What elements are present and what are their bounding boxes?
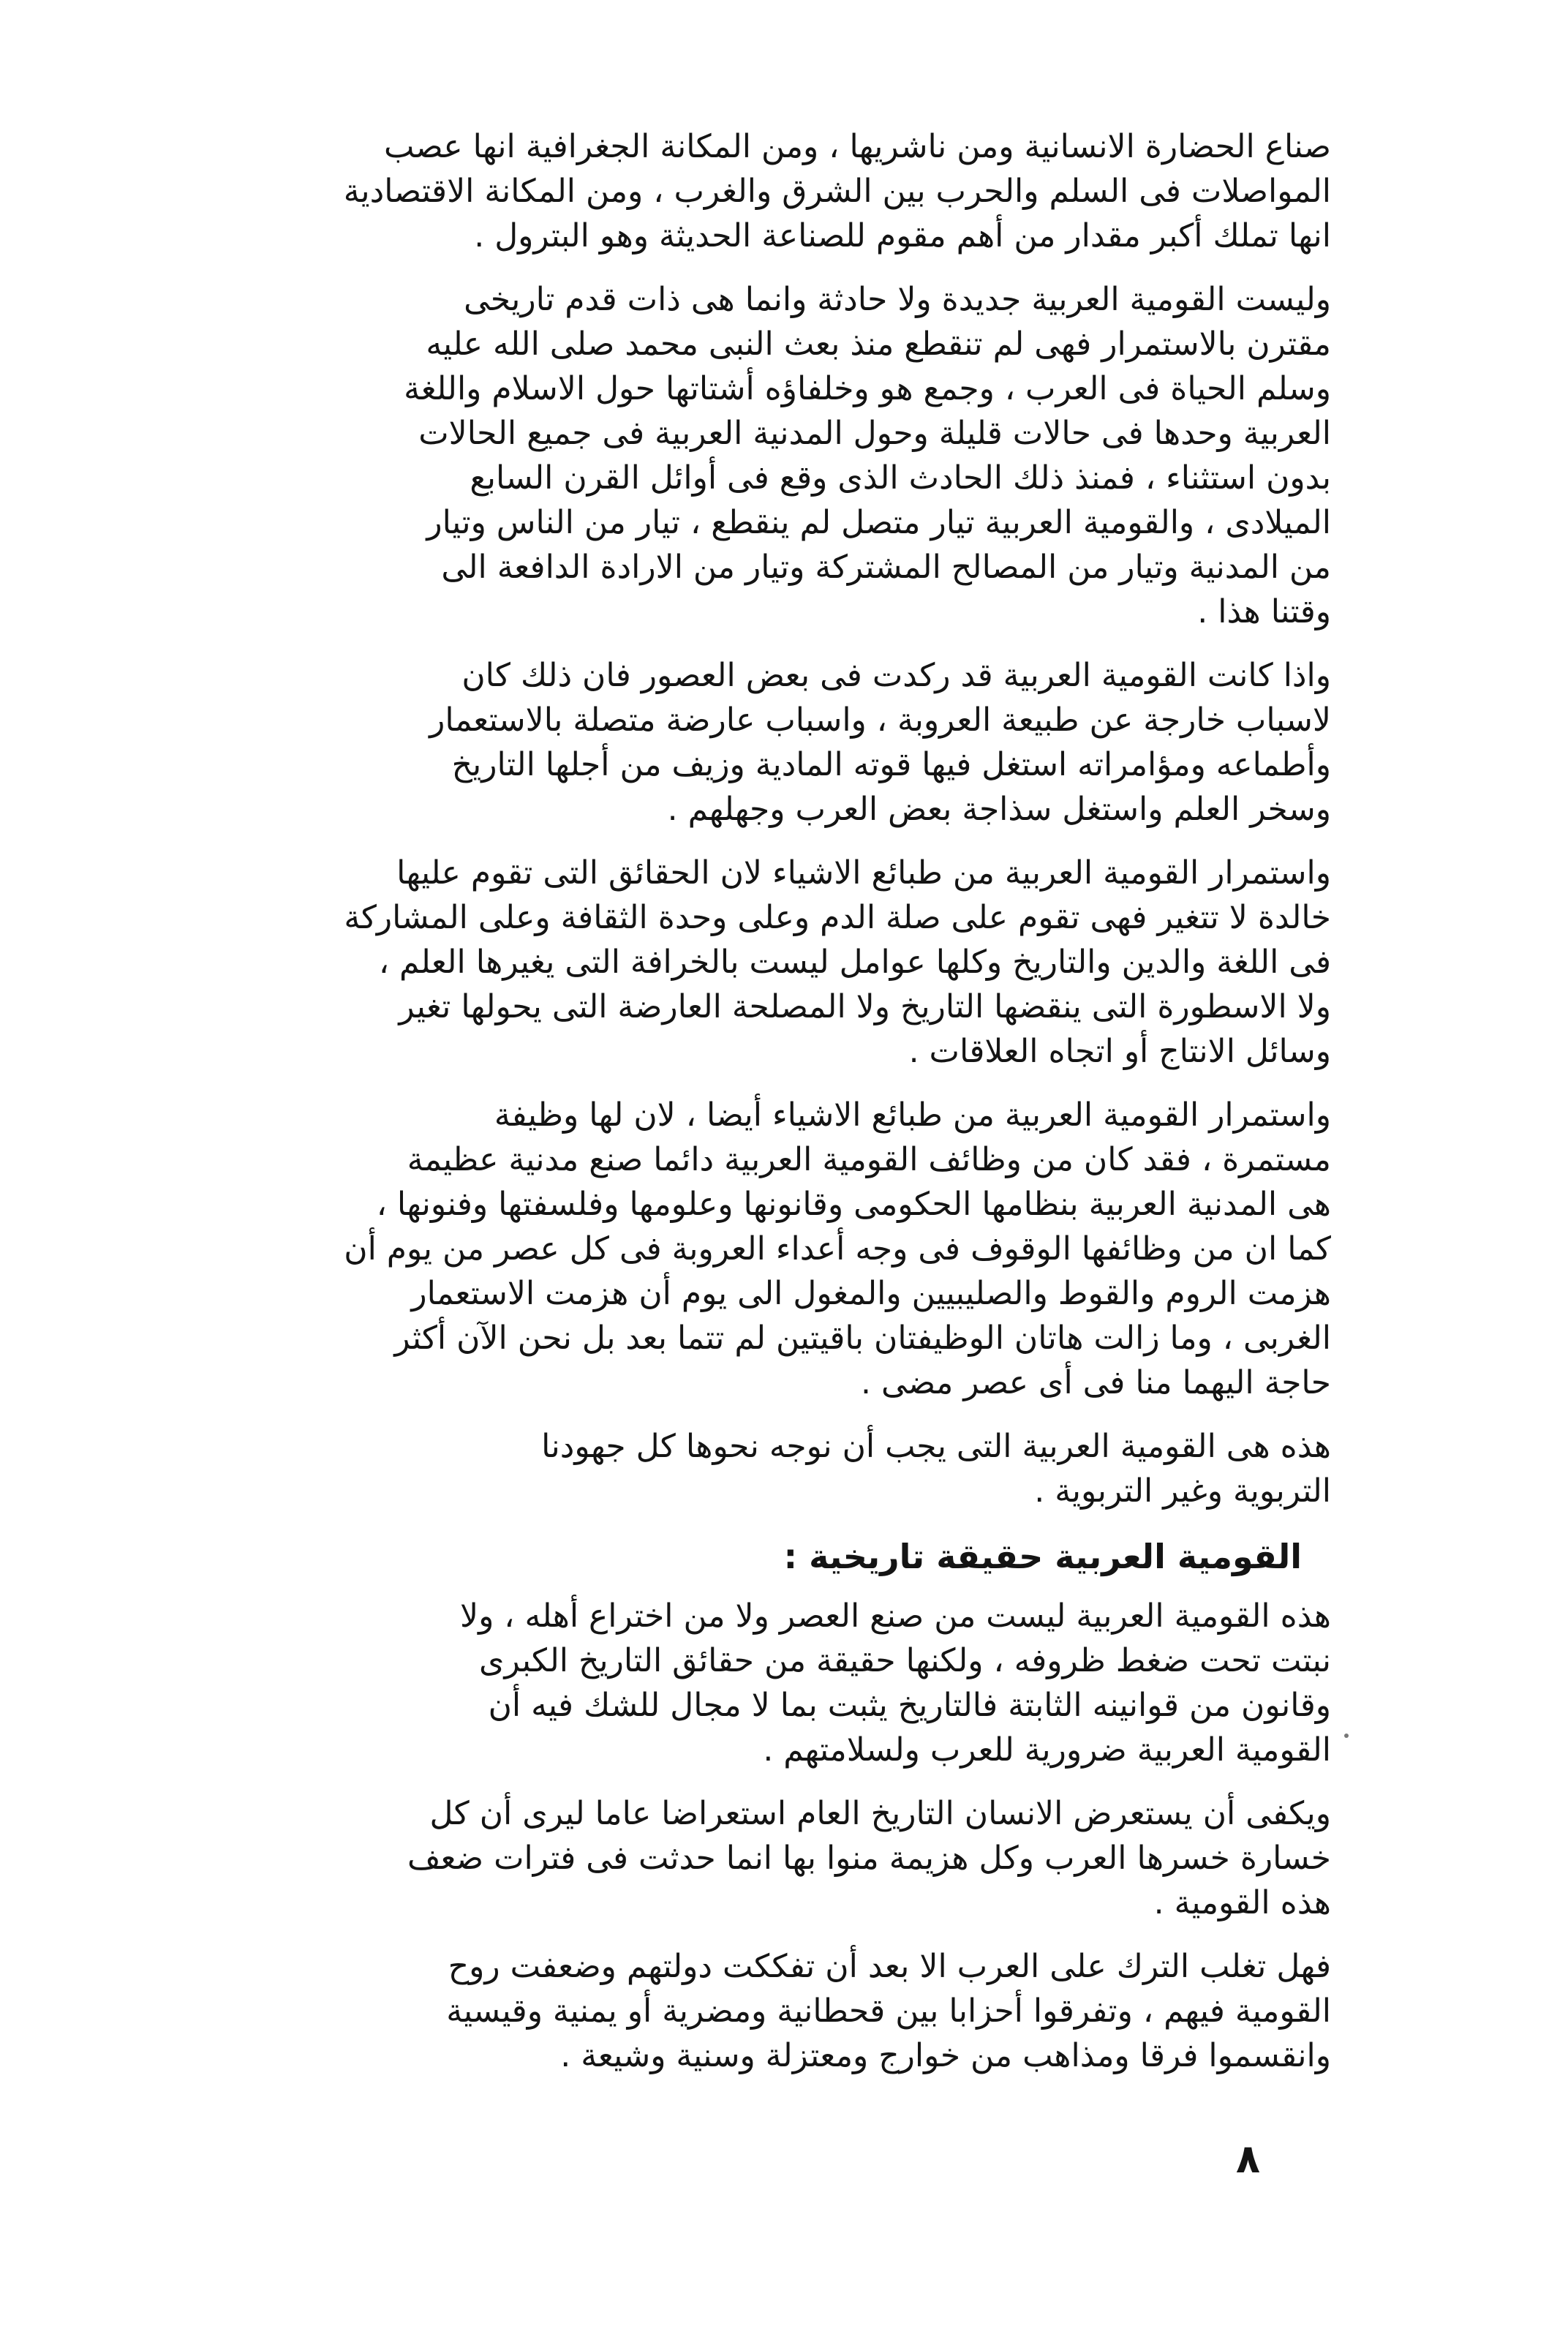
text-line: كما ان من وظائفها الوقوف فى وجه أعداء العروبة فى كل عصر من يوم أن xyxy=(344,1230,1331,1268)
text-line: ولا الاسطورة التى ينقضها التاريخ ولا المصلحة العارضة التى يحولها تغير xyxy=(399,988,1331,1025)
text-line: وليست القومية العربية جديدة ولا حادثة وانما هى ذات قدم تاريخى xyxy=(464,281,1331,318)
text-line: انها تملك أكبر مقدار من أهم مقوم للصناعة الحديثة وهو البترول . xyxy=(474,217,1331,255)
text-line: الميلادى ، والقومية العربية تيار متصل لم ينقطع ، تيار من الناس وتيار xyxy=(426,504,1331,541)
text-line: التربوية وغير التربوية . xyxy=(1034,1472,1331,1510)
text-line: فهل تغلب الترك على العرب الا بعد أن تفككت دولتهم وضعفت روح xyxy=(448,1948,1331,1985)
text-line: هذه القومية . xyxy=(1153,1884,1331,1921)
text-line: القومية العربية ضرورية للعرب ولسلامتهم . xyxy=(763,1731,1331,1769)
text-line: لاسباب خارجة عن طبيعة العروبة ، واسباب عارضة متصلة بالاستعمار xyxy=(429,701,1331,739)
paragraph xyxy=(219,124,1331,258)
text-line: الغربى ، وما زالت هاتان الوظيفتان باقيتين لم تتما بعد بل نحن الآن أكثر xyxy=(394,1320,1331,1357)
text-line: ويكفى أن يستعرض الانسان التاريخ العام استعراضا عاما ليرى أن كل xyxy=(429,1795,1331,1832)
text-line: وسخر العلم واستغل سذاجة بعض العرب وجهلهم . xyxy=(667,791,1331,828)
text-line: واستمرار القومية العربية من طبائع الاشياء أيضا ، لان لها وظيفة xyxy=(494,1096,1331,1134)
page-number: ٨ xyxy=(1236,2136,1260,2182)
text-line: حاجة اليهما منا فى أى عصر مضى . xyxy=(860,1364,1331,1401)
text-line: وسائل الانتاج أو اتجاه العلاقات . xyxy=(908,1033,1331,1070)
text-line: وانقسموا فرقا ومذاهب من خوارج ومعتزلة وسنية وشيعة . xyxy=(560,2037,1331,2074)
text-line: واستمرار القومية العربية من طبائع الاشياء لان الحقائق التى تقوم عليها xyxy=(396,854,1331,892)
paragraph xyxy=(219,1791,1331,1925)
text-line: المواصلات فى السلم والحرب بين الشرق والغرب ، ومن المكانة الاقتصادية xyxy=(343,173,1331,210)
paragraph xyxy=(219,653,1331,832)
text-line: وأطماعه ومؤامراته استغل فيها قوته المادية وزيف من أجلها التاريخ xyxy=(451,746,1331,783)
text-line: مستمرة ، فقد كان من وظائف القومية العربية دائما صنع مدنية عظيمة xyxy=(407,1141,1331,1178)
text-line: من المدنية وتيار من المصالح المشتركة وتيار من الارادة الدافعة الى xyxy=(441,549,1331,586)
text-line: بدون استثناء ، فمنذ ذلك الحادث الذى وقع فى أوائل القرن السابع xyxy=(470,459,1331,497)
text-body xyxy=(219,124,1331,2097)
text-line: خسارة خسرها العرب وكل هزيمة منوا بها انما حدثت فى فترات ضعف xyxy=(407,1840,1331,1877)
paragraph xyxy=(219,277,1331,634)
text-line: هذه القومية العربية ليست من صنع العصر ولا من اختراع أهله ، ولا xyxy=(459,1597,1331,1635)
text-line: خالدة لا تتغير فهى تقوم على صلة الدم وعلى وحدة الثقافة وعلى المشاركة xyxy=(344,899,1331,936)
text-line: العربية وحدها فى حالات قليلة وحول المدنية العربية فى جميع الحالات xyxy=(418,415,1331,452)
text-line: هذه هى القومية العربية التى يجب أن نوجه نحوها كل جهودنا xyxy=(541,1428,1331,1465)
text-line: نبتت تحت ضغط ظروفه ، ولكنها حقيقة من حقائق التاريخ الكبرى xyxy=(479,1642,1331,1679)
text-line: وقانون من قوانينه الثابتة فالتاريخ يثبت بما لا مجال للشك فيه أن xyxy=(488,1687,1331,1724)
paragraph xyxy=(219,1424,1331,1513)
paragraph xyxy=(219,1944,1331,2078)
text-line: فى اللغة والدين والتاريخ وكلها عوامل ليست بالخرافة التى يغيرها العلم ، xyxy=(378,944,1331,981)
text-line: هزمت الروم والقوط والصليبيين والمغول الى يوم أن هزمت الاستعمار xyxy=(411,1275,1331,1312)
paragraph xyxy=(219,851,1331,1074)
text-line: وسلم الحياة فى العرب ، وجمع هو وخلفاؤه أشتاتها حول الاسلام واللغة xyxy=(404,370,1331,407)
margin-dot xyxy=(1344,1734,1349,1738)
paragraph xyxy=(219,1093,1331,1405)
text-line: وقتنا هذا . xyxy=(1197,593,1331,631)
text-line: واذا كانت القومية العربية قد ركدت فى بعض العصور فان ذلك كان xyxy=(461,657,1331,694)
paragraph xyxy=(219,1594,1331,1772)
text-line: مقترن بالاستمرار فهى لم تنقطع منذ بعث النبى محمد صلى الله عليه xyxy=(426,325,1331,363)
text-line: صناع الحضارة الانسانية ومن ناشريها ، ومن المكانة الجغرافية انها عصب xyxy=(384,128,1331,165)
text-line: القومية فيهم ، وتفرقوا أحزابا بين قحطانية ومضرية أو يمنية وقيسية xyxy=(446,1992,1331,2030)
section-heading: القومية العربية حقيقة تاريخية : xyxy=(783,1537,1302,1576)
text-line: هى المدنية العربية بنظامها الحكومى وقانونها وعلومها وفلسفتها وفنونها ، xyxy=(376,1186,1331,1223)
